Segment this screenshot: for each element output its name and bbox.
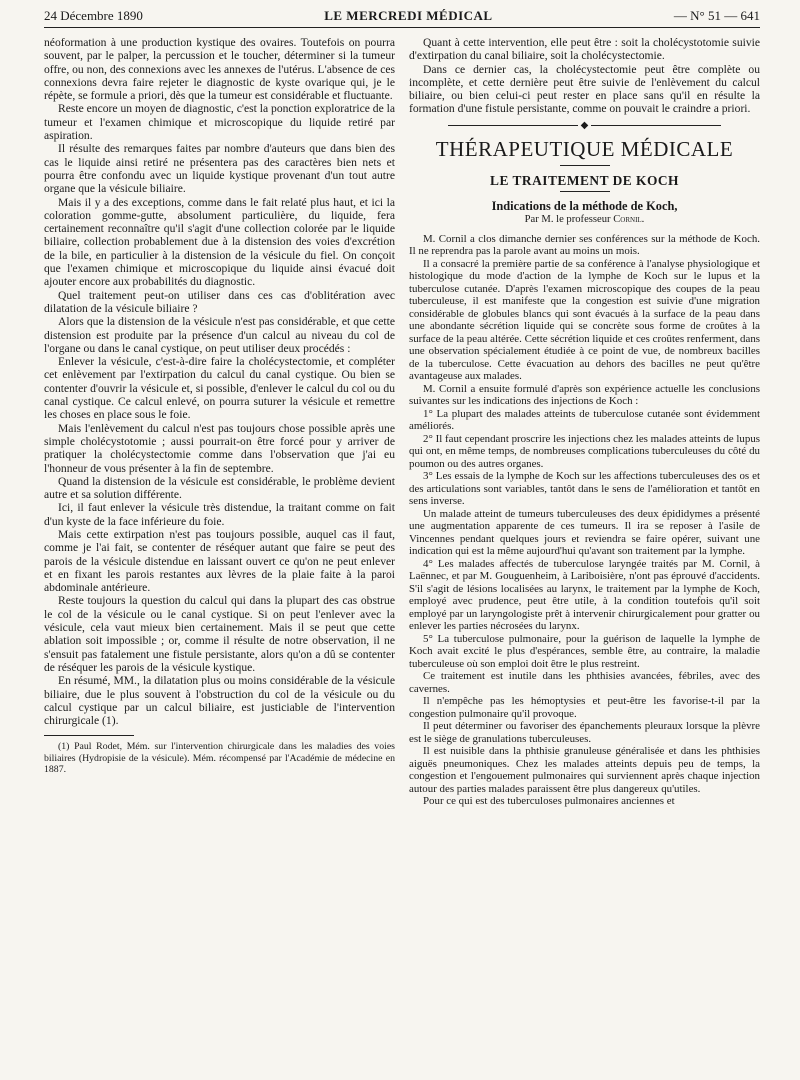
footnote: (1) Paul Rodet, Mém. sur l'intervention chirurgicale dans les maladies des voies biliaires (Hydropisie de la vésicule). Mém. récompensé par l'Académie de médecine en 1887. — [44, 741, 395, 776]
paragraph: 3° Les essais de la lymphe de Koch sur les affections tuberculeuses des os et des articulations sont variables, tantôt dans le sens de l'amélioration et tantôt en sens inverse. — [409, 470, 760, 508]
article-title: Indications de la méthode de Koch, — [491, 199, 678, 214]
paragraph: Il peut déterminer ou favoriser des épanchements pleuraux lorsque la plèvre est le siège de granulations tuberculeuses. — [409, 720, 760, 745]
paragraph: Alors que la distension de la vésicule n'est pas considérable, et que cette distension est produite par la présence d'un calcul au niveau du col de l'organe ou dans le canal cystique, on peut utiliser deux procédés : — [44, 315, 395, 355]
title-rule — [560, 165, 610, 166]
paragraph: Quant à cette intervention, elle peut être : soit la cholécystotomie suivie d'extirpation du canal biliaire, soit la cholécystectomie. — [409, 36, 760, 63]
footnote-rule — [44, 735, 134, 736]
paragraph: Il résulte des remarques faites par nombre d'auteurs que dans bien des cas le liquide ainsi retiré ne présentera pas des caractères bien nets et pourra être confondu avec un liquide kystique provenant d'un tout autre organe que la vésicule biliaire. — [44, 142, 395, 196]
subsection-title: LE TRAITEMENT DE KOCH — [490, 172, 679, 188]
paragraph: Reste toujours la question du calcul qui dans la plupart des cas obstrue le col de la vésicule ou le canal cystique. Si on peut l'enlever avec la vésicule, cela vaut mieux bien certainement. Mais il se peut que cette ablation soit impossible ; or, comme il résulte de notre observation, il ne s'ensuit pas fatalement une fistule persistante, alors qu'on a dû se contenter de réséquer les parois de la vésicule kystique. — [44, 594, 395, 674]
left-column — [44, 36, 395, 808]
paragraph: Mais l'enlèvement du calcul n'est pas toujours chose possible après une simple cholécystotomie ; aussi pourrait-on être forcé pour y arriver de pratiquer la cholécystectomie comme dans l'observation que j'ai eu l'honneur de vous présenter à la fin de septembre. — [44, 421, 395, 475]
paragraph: 2° Il faut cependant proscrire les injections chez les malades atteints de lupus qui ont, en même temps, de nombreuses complications tuberculeuses du côté du poumon ou des autres organes. — [409, 432, 760, 470]
section-divider: ◆ — [409, 121, 760, 131]
paragraph: 5° La tuberculose pulmonaire, pour la guérison de laquelle la lymphe de Koch avait excité le plus d'espérances, semble être, au contraire, la maladie tuberculeuse où son emploi doit être le plus restreint. — [409, 632, 760, 670]
paragraph: 1° La plupart des malades atteints de tuberculose cutanée sont évidemment améliorés. — [409, 407, 760, 433]
paragraph: Quand la distension de la vésicule est considérable, le problème devient autre et sa solution différente. — [44, 474, 395, 502]
paragraph: Il n'empêche pas les hémoptysies et peut-être les favorise-t-il par la congestion pulmonaire qu'il provoque. — [409, 695, 760, 720]
paragraph: Ce traitement est inutile dans les phthisies avancées, fébriles, avec des cavernes. — [409, 670, 760, 695]
paragraph: Pour ce qui est des tuberculoses pulmonaires anciennes et — [423, 795, 675, 808]
paragraph: Il a consacré la première partie de sa conférence à l'analyse physiologique et histologique du mode d'action de la lymphe de Koch sur le lupus et la tuberculose cutanée. D'après l'examen microscopique des coupes de la peau tuberculeuse, il est manifeste que la congestion est suivie d'une migration considérable de globules blancs qui sont évacués à la surface de la peau dans une abondante sécrétion liquide qui se concrète sous forme de croûtes à la surface de la peau altérée. Cette sécrétion liquide et ces croûtes renferment, dans une observation spécialement étudiée à ce point de vue, de nombreux bacilles de la tuberculose. Cette évacuation au dehors des bacilles ne peut qu'être avantageuse aux malades. — [409, 257, 760, 383]
paragraph: Quel traitement peut-on utiliser dans ces cas d'oblitération avec dilatation de la vésicule biliaire ? — [44, 288, 395, 315]
header-date: 24 Décembre 1890 — [44, 8, 143, 23]
header-journal-name: LE MERCREDI MÉDICAL — [324, 8, 493, 23]
paragraph: M. Cornil a ensuite formulé d'après son expérience actuelle les conclusions suivantes sur les indications des injections de Koch : — [409, 382, 760, 408]
subtitle-rule — [560, 191, 610, 192]
article-author — [409, 213, 760, 226]
article-body — [409, 233, 760, 808]
paragraph: Ici, il faut enlever la vésicule très distendue, la traitant comme on fait d'un kyste de la face inférieure du foie. — [44, 501, 395, 528]
paragraph: Mais cette extirpation n'est pas toujours possible, auquel cas il faut, comme je l'ai fait, se contenter de réséquer autant que faire se peut des parois de la vésicule distendue en laissant ouvert ce qu'on ne peut enlever et en fixant les parois restantes aux lèvres de la plaie faite à la paroi abdominale antérieure. — [44, 527, 395, 595]
right-column — [409, 36, 760, 808]
paragraph: Reste encore un moyen de diagnostic, c'est la ponction exploratrice de la tumeur et l'examen chimique et microscopique du liquide retiré par aspiration. — [44, 102, 395, 143]
paragraph: M. Cornil a clos dimanche dernier ses conférences sur la méthode de Koch. Il ne reprendra pas la parole avant au moins un mois. — [409, 232, 760, 258]
paragraph: Il est nuisible dans la phthisie granuleuse généralisée et dans les phthisies aiguës pneumoniques. Chez les malades atteints depuis peu de temps, la congestion et l'engouement pulmonaires qui surviennent après chaque injection autour des parties malades paraissent être plus dangereux qu'utiles. — [409, 745, 760, 795]
section-title: THÉRAPEUTIQUE MÉDICALE — [435, 136, 734, 161]
header-page-number: — N° 51 — 641 — [673, 8, 760, 23]
paragraph: Dans ce dernier cas, la cholécystectomie peut être complète ou incomplète, et cette dernière peut être suivie de l'enlèvement du calcul biliaire, ou bien celui-ci peut rester en place sans qu'il en résulte la formation d'une fistule persistante, comme on pouvait le craindre a priori. — [409, 62, 760, 116]
paragraph: Un malade atteint de tumeurs tuberculeuses des deux épididymes a présenté une augmentation apparente de ces tumeurs. Il ira se reposer à l'asile de Vincennes pendant quelques jours et reviendra se faire opérer, suivant une indication qui est la même aujourd'hui qu'avant son traitement par la lymphe. — [409, 507, 760, 558]
paragraph: En résumé, MM., la dilatation plus ou moins considérable de la vésicule biliaire, due le plus souvent à l'obstruction du col de la vésicule ou du calcul cystique par un calcul biliaire, est justiciable de l'intervention chirurgicale (1). — [44, 674, 395, 728]
author-name: Cornil. — [613, 214, 645, 226]
page-header — [44, 8, 760, 28]
paragraph: Enlever la vésicule, c'est-à-dire faire la cholécystectomie, et compléter cet enlèvement par l'extirpation du calcul du canal cystique. Ou bien se contenter d'ouvrir la vésicule et, si possible, d'enlever le calcul du col ou du canal cystique. Ce calcul enlevé, on pourra suturer la vésicule et remettre les choses en place sous le foie. — [44, 355, 395, 422]
paragraph: Mais il y a des exceptions, comme dans le fait relaté plus haut, et ici la coloration gomme-gutte, absolument particulière, du liquide, fera certainement reconnaître qu'il s'agit d'une collection colorée par le liquide biliaire, collection probablement due à la distension des voies d'excrétion de la bile, en particulier à la distension de la vésicule du fiel. On conçoit que l'examen chimique et microscopique du liquide ainsi évacué doit ajouter encore aux probabilités du diagnostic. — [44, 195, 395, 289]
author-prefix: Par M. le professeur — [524, 214, 611, 226]
paragraph: néoformation à une production kystique des ovaires. Toutefois on pourra souvent, par le palper, la percussion et le toucher, déterminer si la tumeur offre, ou non, des connexions avec les annexes de l'utérus. L'absence de ces connexions devra faire rejeter le diagnostic de kyste ovarique qui, je le répète, se formule a priori, dès que la tumeur est considérable et fluctuante. — [44, 36, 395, 103]
paragraph: 4° Les malades affectés de tuberculose laryngée traités par M. Cornil, à Laënnec, et par M. Gouguenheim, à Lariboisière, n'ont pas éprouvé d'accidents. S'il s'agit de lésions localisées au larynx, le traitement par la lymphe de Koch, employé avec prudence, peut être utile, à la condition toutefois qu'il soit employé par un laryngologiste prêt à intervenir chirurgicalement pour gratter ou enlever les parties nécrosées du larynx. — [409, 557, 760, 633]
